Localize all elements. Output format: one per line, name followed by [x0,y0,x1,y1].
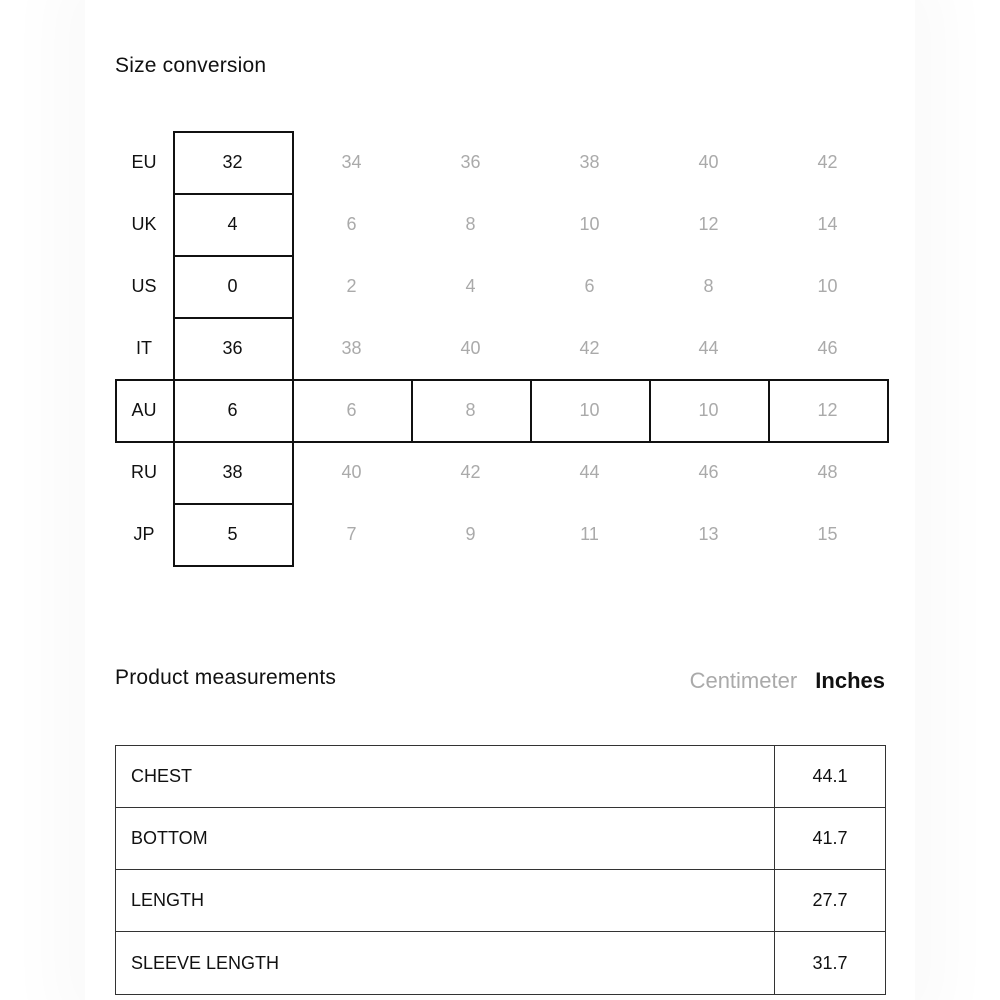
size-row-3 [115,317,886,379]
size-cell[interactable]: 46 [817,337,838,358]
size-cell[interactable]: 36 [222,337,243,358]
size-cell[interactable]: 10 [698,399,719,420]
column-divider [173,379,294,381]
size-cell[interactable]: 11 [580,523,599,544]
size-cell[interactable]: 6 [227,399,238,420]
size-cell[interactable]: 46 [698,461,719,482]
size-cell[interactable]: 32 [222,151,243,172]
measurement-name: BOTTOM [131,828,208,848]
size-cell[interactable]: 12 [698,213,719,234]
size-row-2 [115,255,886,317]
size-cell[interactable]: 40 [698,151,719,172]
size-conversion-title: Size conversion [115,54,267,77]
size-cell[interactable]: 42 [460,461,481,482]
size-cell[interactable]: 15 [817,523,838,544]
size-cell[interactable]: 0 [227,275,238,296]
measurement-value: 27.7 [774,870,885,931]
column-divider [173,255,294,257]
measurement-value: 41.7 [774,808,885,869]
size-row-6 [115,503,886,565]
size-cell[interactable]: 36 [460,151,481,172]
row-divider [530,379,532,443]
column-divider [173,441,294,443]
size-cell[interactable]: 44 [698,337,719,358]
size-cell[interactable]: 40 [460,337,481,358]
size-cell[interactable]: 42 [579,337,600,358]
size-cell[interactable]: 8 [703,275,714,296]
row-divider [887,379,889,443]
measurement-value: 31.7 [774,932,885,994]
size-cell[interactable]: 14 [817,213,838,234]
measurements-table [115,745,886,995]
measurement-value: 44.1 [774,746,885,807]
size-cell[interactable]: 44 [579,461,600,482]
size-row-label: US [131,275,157,296]
size-row-0 [115,131,886,193]
column-divider [173,503,294,505]
size-row-label: IT [136,337,152,358]
row-divider [411,379,413,443]
unit-toggle [678,668,885,694]
size-cell[interactable]: 48 [817,461,838,482]
measurement-name: LENGTH [131,890,205,910]
size-cell[interactable]: 38 [579,151,600,172]
size-row-label: AU [131,399,157,420]
size-cell[interactable]: 6 [584,275,595,296]
measurement-name: CHEST [131,766,193,786]
product-measurements-title: Product measurements [115,666,337,689]
size-row-label: JP [133,523,155,544]
size-cell[interactable]: 40 [341,461,362,482]
size-cell[interactable]: 10 [817,275,838,296]
row-divider [292,379,294,443]
size-cell[interactable]: 12 [817,399,838,420]
column-divider [173,193,294,195]
size-cell[interactable]: 8 [465,213,476,234]
size-cell[interactable]: 2 [346,275,357,296]
measurement-row [116,808,885,870]
size-row-label: EU [131,151,157,172]
row-divider [173,379,175,443]
size-cell[interactable]: 4 [227,213,238,234]
size-cell[interactable]: 6 [346,213,357,234]
measurement-row [116,932,885,994]
size-cell[interactable]: 6 [346,399,357,420]
size-cell[interactable]: 5 [227,523,238,544]
column-divider [173,317,294,319]
size-cell[interactable]: 8 [465,399,476,420]
measurement-row [116,870,885,932]
size-cell[interactable]: 13 [698,523,719,544]
measurement-row [116,746,885,808]
unit-centimeter-button[interactable]: Centimeter [689,668,798,693]
size-cell[interactable]: 10 [579,213,600,234]
size-cell[interactable]: 38 [341,337,362,358]
size-cell[interactable]: 10 [579,399,600,420]
size-row-4 [115,379,886,441]
unit-inches-button[interactable]: Inches [815,668,885,693]
row-divider [768,379,770,443]
size-cell[interactable]: 34 [341,151,362,172]
size-cell[interactable]: 4 [465,275,476,296]
size-row-5 [115,441,886,503]
size-cell[interactable]: 7 [346,523,357,544]
size-row-1 [115,193,886,255]
size-cell[interactable]: 42 [817,151,838,172]
row-divider [649,379,651,443]
measurement-name: SLEEVE LENGTH [131,952,280,973]
size-row-label: UK [131,213,157,234]
size-row-label: RU [131,461,157,482]
size-cell[interactable]: 38 [222,461,243,482]
size-cell[interactable]: 9 [465,523,476,544]
